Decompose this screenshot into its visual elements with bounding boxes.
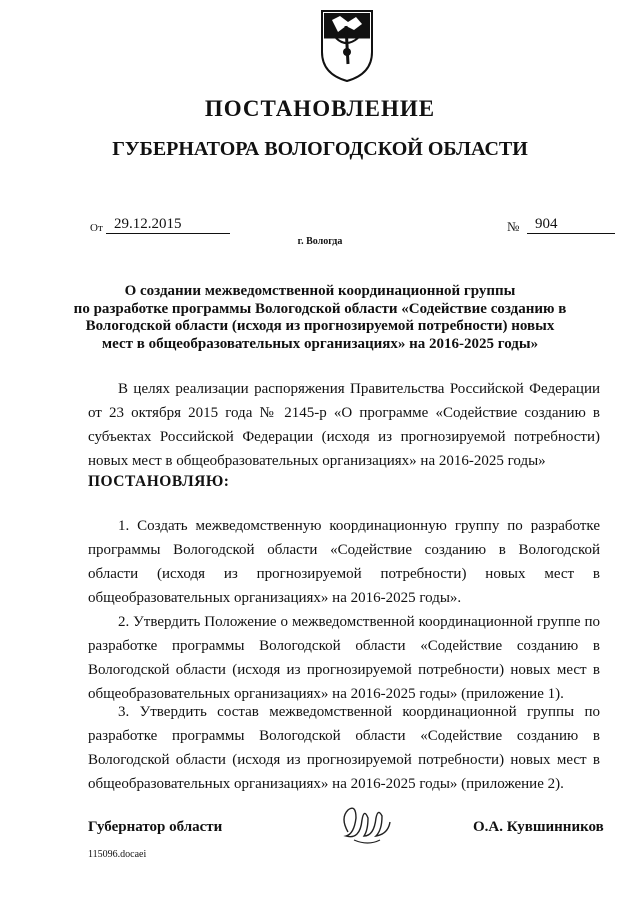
- signatory-position: Губернатор области: [88, 819, 223, 835]
- subject-line: по разработке программы Вологодской области «Содействие созданию в: [73, 300, 567, 317]
- document-date: 29.12.2015: [106, 216, 230, 234]
- document-subtitle: ГУБЕРНАТОРА ВОЛОГОДСКОЙ ОБЛАСТИ: [112, 138, 528, 160]
- item-text: 1. Создать межведомственную координационную группу по разработке программы Вологодской области «Содействие созданию в Вологодской области (исходя из прогнозируемой потребности) новых мест в общеобразовательных организациях» на 2016-2025 годы».: [88, 518, 600, 606]
- preamble: [88, 377, 600, 473]
- item-3: [88, 700, 600, 796]
- preamble-text: В целях реализации распоряжения Правительства Российской Федерации от 23 октября 2015 года № 2145-р «О программе «Содействие созданию в субъектах Российской Федерации (исходя из прогнозируемой потребности) новых мест в общеобразовательных организациях» на 2016-2025 годы»: [88, 381, 600, 469]
- date-prefix: От: [90, 222, 103, 234]
- signatory-name: О.А. Кувшинников: [473, 819, 604, 835]
- decree-word: ПОСТАНОВЛЯЮ:: [88, 473, 230, 490]
- document-number: 904: [527, 216, 615, 234]
- item-1: [88, 514, 600, 610]
- document-subject: [0, 283, 640, 353]
- file-reference: 115096.docaei: [88, 849, 147, 860]
- item-text: 3. Утвердить состав межведомственной координационной группы по разработке программы Вологодской области «Содействие созданию в Вологодской области (исходя из прогнозируемой потребности) новых мест в общеобразовательных организациях» на 2016-2025 годы» (приложение 2).: [88, 704, 600, 792]
- document-title: ПОСТАНОВЛЕНИЕ: [204, 96, 436, 121]
- city: г. Вологда: [297, 236, 343, 247]
- coat-of-arms-icon: [318, 8, 376, 84]
- subject-line: Вологодской области (исходя из прогнозируемой потребности) новых: [85, 318, 555, 334]
- item-2: [88, 610, 600, 706]
- item-text: 2. Утвердить Положение о межведомственной координационной группе по разработке программы Вологодской области «Содействие созданию в Вологодской области (исходя из прогнозируемой потребности) новых мест в общеобразовательных организациях» на 2016-2025 годы» (приложение 1).: [88, 614, 600, 702]
- subject-line: О создании межведомственной координационной группы: [124, 283, 516, 299]
- subject-line: мест в общеобразовательных организациях» на 2016-2025 годы»: [101, 335, 539, 352]
- number-prefix: №: [507, 219, 520, 234]
- handwritten-signature-icon: [334, 800, 394, 850]
